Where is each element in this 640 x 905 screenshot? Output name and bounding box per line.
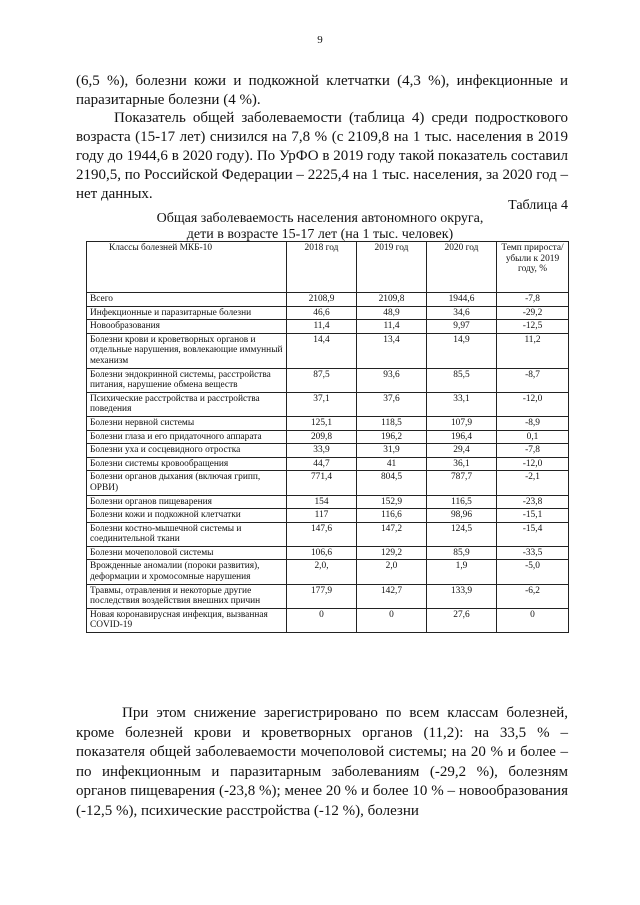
cell-2020: 9,97 bbox=[427, 320, 497, 334]
cell-growth: -5,0 bbox=[497, 560, 569, 584]
cell-2018: 2108,9 bbox=[287, 293, 357, 307]
cell-growth: -12,0 bbox=[497, 392, 569, 416]
cell-2020: 196,4 bbox=[427, 430, 497, 444]
cell-disease-class: Всего bbox=[87, 293, 287, 307]
cell-growth: -12,0 bbox=[497, 457, 569, 471]
cell-2018: 33,9 bbox=[287, 444, 357, 458]
cell-2020: 124,5 bbox=[427, 522, 497, 546]
cell-disease-class: Болезни глаза и его придаточного аппарата bbox=[87, 430, 287, 444]
cell-2019: 147,2 bbox=[357, 522, 427, 546]
table-row bbox=[87, 546, 569, 560]
cell-2018: 46,6 bbox=[287, 306, 357, 320]
cell-2019: 41 bbox=[357, 457, 427, 471]
cell-growth: -23,8 bbox=[497, 495, 569, 509]
table-row bbox=[87, 306, 569, 320]
table-row bbox=[87, 293, 569, 307]
page-number: 9 bbox=[317, 34, 323, 46]
cell-disease-class: Болезни уха и сосцевидного отростка bbox=[87, 444, 287, 458]
header-classes: Классы болезней МКБ-10 bbox=[87, 242, 287, 293]
header-2018: 2018 год bbox=[287, 242, 357, 293]
cell-2020: 27,6 bbox=[427, 608, 497, 632]
cell-disease-class: Новообразования bbox=[87, 320, 287, 334]
cell-2018: 106,6 bbox=[287, 546, 357, 560]
cell-2019: 13,4 bbox=[357, 333, 427, 368]
cell-2018: 37,1 bbox=[287, 392, 357, 416]
cell-2019: 11,4 bbox=[357, 320, 427, 334]
cell-growth: 0,1 bbox=[497, 430, 569, 444]
cell-disease-class: Болезни эндокринной системы, расстройства питания, нарушение обмена веществ bbox=[87, 368, 287, 392]
cell-2020: 36,1 bbox=[427, 457, 497, 471]
cell-growth: -6,2 bbox=[497, 584, 569, 608]
cell-growth: -15,4 bbox=[497, 522, 569, 546]
cell-2019: 37,6 bbox=[357, 392, 427, 416]
paragraph-intro: (6,5 %), болезни кожи и подкожной клетчатки (4,3 %), инфекционные и паразитарные болезни (4 %). bbox=[76, 73, 568, 108]
cell-2019: 0 bbox=[357, 608, 427, 632]
cell-2020: 133,9 bbox=[427, 584, 497, 608]
cell-2019: 116,6 bbox=[357, 509, 427, 523]
header-2020: 2020 год bbox=[427, 242, 497, 293]
cell-2018: 177,9 bbox=[287, 584, 357, 608]
cell-2020: 33,1 bbox=[427, 392, 497, 416]
table-row bbox=[87, 471, 569, 495]
cell-2018: 0 bbox=[287, 608, 357, 632]
cell-2018: 2,0, bbox=[287, 560, 357, 584]
table-caption bbox=[120, 211, 520, 243]
cell-disease-class: Новая коронавирусная инфекция, вызванная COVID-19 bbox=[87, 608, 287, 632]
table-row bbox=[87, 416, 569, 430]
cell-2019: 196,2 bbox=[357, 430, 427, 444]
cell-2020: 1944,6 bbox=[427, 293, 497, 307]
table-row bbox=[87, 430, 569, 444]
cell-disease-class: Болезни нервной системы bbox=[87, 416, 287, 430]
cell-2018: 771,4 bbox=[287, 471, 357, 495]
cell-2020: 116,5 bbox=[427, 495, 497, 509]
cell-growth: -33,5 bbox=[497, 546, 569, 560]
table-row bbox=[87, 495, 569, 509]
cell-disease-class: Болезни костно-мышечной системы и соединительной ткани bbox=[87, 522, 287, 546]
cell-growth: -15,1 bbox=[497, 509, 569, 523]
cell-growth: -7,8 bbox=[497, 293, 569, 307]
cell-disease-class: Болезни мочеполовой системы bbox=[87, 546, 287, 560]
paragraph-analysis: При этом снижение зарегистрировано по всем классам болезней, кроме болезней крови и кроветворных органов (11,2): на 33,5 % – показателя общей заболеваемости мочеполовой системы; на 20 % и более – по инфекционным и паразитарным заболеваниям (-29,2 %), болезням органов пищеварения (-23,8 %); менее 20 % и более 10 % – новообразования (-12,5 %), психические расстройства (-12 %), болезни bbox=[76, 705, 568, 819]
cell-2020: 85,9 bbox=[427, 546, 497, 560]
cell-growth: -2,1 bbox=[497, 471, 569, 495]
table-label: Таблица 4 bbox=[508, 198, 568, 213]
cell-2020: 107,9 bbox=[427, 416, 497, 430]
cell-2019: 142,7 bbox=[357, 584, 427, 608]
cell-2020: 29,4 bbox=[427, 444, 497, 458]
cell-growth: -12,5 bbox=[497, 320, 569, 334]
cell-2019: 129,2 bbox=[357, 546, 427, 560]
cell-2020: 1,9 bbox=[427, 560, 497, 584]
table-body bbox=[87, 293, 569, 633]
cell-2020: 14,9 bbox=[427, 333, 497, 368]
cell-disease-class: Болезни органов дыхания (включая грипп, ОРВИ) bbox=[87, 471, 287, 495]
paragraph-summary: Показатель общей заболеваемости (таблица 4) среди подросткового возраста (15-17 лет) снизился на 7,8 % (с 2109,8 на 1 тыс. населения в 2019 году до 1944,6 в 2020 году). По УрФО в 2019 году такой показатель составил 2190,5, по Российской Федерации – 2225,4 на 1 тыс. населения, за 2020 год – нет данных. bbox=[76, 110, 568, 202]
header-2019: 2019 год bbox=[357, 242, 427, 293]
cell-growth: 0 bbox=[497, 608, 569, 632]
cell-2018: 11,4 bbox=[287, 320, 357, 334]
cell-growth: 11,2 bbox=[497, 333, 569, 368]
cell-2019: 2109,8 bbox=[357, 293, 427, 307]
cell-disease-class: Болезни крови и кроветворных органов и отдельные нарушения, вовлекающие иммунный механизм bbox=[87, 333, 287, 368]
table-row bbox=[87, 320, 569, 334]
header-growth: Темп прироста/ убыли к 2019 году, % bbox=[497, 242, 569, 293]
cell-2019: 48,9 bbox=[357, 306, 427, 320]
cell-2019: 118,5 bbox=[357, 416, 427, 430]
cell-growth: -7,8 bbox=[497, 444, 569, 458]
cell-2018: 14,4 bbox=[287, 333, 357, 368]
cell-2018: 125,1 bbox=[287, 416, 357, 430]
cell-growth: -8,9 bbox=[497, 416, 569, 430]
cell-disease-class: Болезни органов пищеварения bbox=[87, 495, 287, 509]
cell-2020: 98,96 bbox=[427, 509, 497, 523]
table-row bbox=[87, 509, 569, 523]
cell-2019: 804,5 bbox=[357, 471, 427, 495]
table-row bbox=[87, 457, 569, 471]
cell-2018: 154 bbox=[287, 495, 357, 509]
cell-disease-class: Психические расстройства и расстройства поведения bbox=[87, 392, 287, 416]
cell-2020: 85,5 bbox=[427, 368, 497, 392]
table-row bbox=[87, 368, 569, 392]
morbidity-table bbox=[86, 241, 569, 633]
cell-disease-class: Травмы, отравления и некоторые другие последствия воздействия внешних причин bbox=[87, 584, 287, 608]
cell-disease-class: Болезни системы кровообращения bbox=[87, 457, 287, 471]
cell-disease-class: Инфекционные и паразитарные болезни bbox=[87, 306, 287, 320]
cell-2018: 117 bbox=[287, 509, 357, 523]
cell-2020: 787,7 bbox=[427, 471, 497, 495]
cell-2019: 152,9 bbox=[357, 495, 427, 509]
cell-growth: -8,7 bbox=[497, 368, 569, 392]
cell-2018: 147,6 bbox=[287, 522, 357, 546]
table-header-row bbox=[87, 242, 569, 293]
cell-2019: 2,0 bbox=[357, 560, 427, 584]
cell-2018: 44,7 bbox=[287, 457, 357, 471]
cell-2018: 209,8 bbox=[287, 430, 357, 444]
table-row bbox=[87, 333, 569, 368]
table-row bbox=[87, 560, 569, 584]
cell-2019: 31,9 bbox=[357, 444, 427, 458]
cell-2018: 87,5 bbox=[287, 368, 357, 392]
cell-2019: 93,6 bbox=[357, 368, 427, 392]
table-row bbox=[87, 608, 569, 632]
cell-growth: -29,2 bbox=[497, 306, 569, 320]
table-row bbox=[87, 444, 569, 458]
cell-2020: 34,6 bbox=[427, 306, 497, 320]
cell-disease-class: Врожденные аномалии (пороки развития), деформации и хромосомные нарушения bbox=[87, 560, 287, 584]
table-caption-line-2: дети в возрасте 15-17 лет (на 1 тыс. человек) bbox=[186, 227, 454, 242]
table-caption-line-1: Общая заболеваемость населения автономного округа, bbox=[156, 211, 484, 226]
cell-disease-class: Болезни кожи и подкожной клетчатки bbox=[87, 509, 287, 523]
table-row bbox=[87, 584, 569, 608]
table-row bbox=[87, 522, 569, 546]
table-row bbox=[87, 392, 569, 416]
